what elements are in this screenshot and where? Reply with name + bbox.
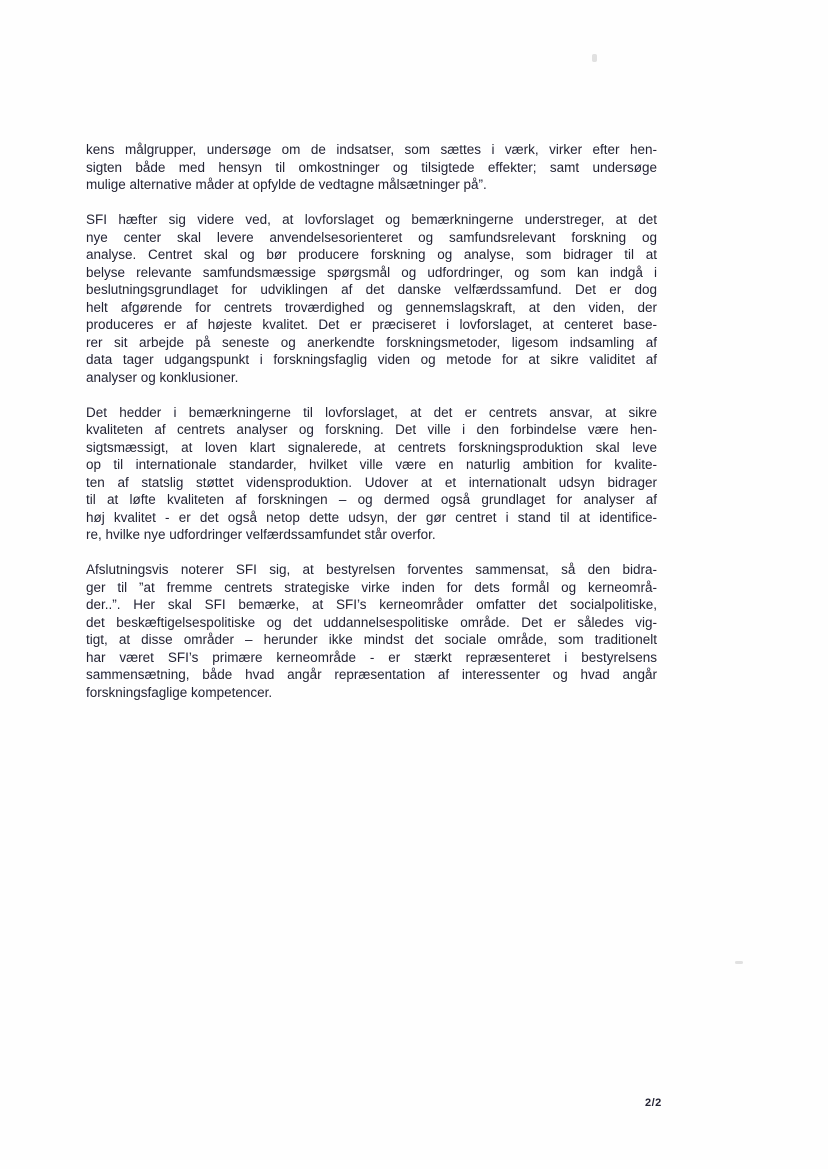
paragraph bbox=[86, 211, 657, 386]
text-line: ten af statslig støttet vidensproduktion. Udover at et internationalt udsyn bidrager bbox=[86, 474, 657, 490]
text-line: belyse relevante samfundsmæssige spørgsmål og udfordringer, og som kan indgå i bbox=[86, 264, 657, 280]
text-line: op til internationale standarder, hvilket ville være en naturlig ambition for kvalite- bbox=[86, 457, 657, 472]
text-line: analyse. Centret skal og bør producere forskning og analyse, som bidrager til at bbox=[86, 247, 657, 262]
text-line: Det hedder i bemærkningerne til lovforslaget, at det er centrets ansvar, at sikre bbox=[86, 404, 657, 420]
text-line: nye center skal levere anvendelsesorienteret og samfundsrelevant forskning og bbox=[86, 229, 657, 245]
text-line: har været SFI’s primære kerneområde - er stærkt repræsenteret i bestyrelsens bbox=[86, 649, 657, 665]
paragraph bbox=[86, 141, 657, 194]
text-line: sammensætning, både hvad angår repræsentation af interessenter og hvad angår bbox=[86, 667, 657, 682]
scan-artifact bbox=[592, 54, 597, 62]
paragraph bbox=[86, 561, 657, 701]
text-line: det beskæftigelsespolitiske og det uddannelsespolitiske område. Det er således vig- bbox=[86, 614, 657, 630]
text-line: kens målgrupper, undersøge om de indsatser, som sættes i værk, virker efter hen- bbox=[86, 142, 657, 157]
page-number: 2/2 bbox=[645, 1097, 662, 1109]
text-line: analyser og konklusioner. bbox=[86, 369, 239, 385]
scan-artifact bbox=[735, 961, 743, 964]
text-line: beslutningsgrundlaget for udviklingen af det danske velfærdssamfund. Det er dog bbox=[86, 282, 657, 297]
text-line: til at løfte kvaliteten af forskningen – og dermed også grundlaget for analyser af bbox=[86, 492, 657, 507]
text-line: tigt, at disse områder – herunder ikke mindst det sociale område, som traditionelt bbox=[86, 632, 657, 647]
text-line: kvaliteten af centrets analyser og forskning. Det ville i den forbindelse være hen- bbox=[86, 422, 657, 437]
paragraph bbox=[86, 404, 657, 544]
text-line: sigtsmæssigt, at loven klart signalerede, at centrets forskningsproduktion skal leve bbox=[86, 439, 657, 455]
text-line: der..”. Her skal SFI bemærke, at SFI’s kerneområder omfatter det socialpolitiske, bbox=[86, 597, 657, 612]
text-line: mulige alternative måder at opfylde de vedtagne målsætninger på”. bbox=[86, 177, 487, 192]
text-line: sigten både med hensyn til omkostninger og tilsigtede effekter; samt undersøge bbox=[86, 159, 657, 175]
text-line: produceres er af højeste kvalitet. Det er præciseret i lovforslaget, at centeret base- bbox=[86, 317, 657, 332]
text-line: Afslutningsvis noterer SFI sig, at bestyrelsen forventes sammensat, så den bidra- bbox=[86, 562, 657, 577]
text-line: rer sit arbejde på seneste og anerkendte forskningsmetoder, ligesom indsamling af bbox=[86, 334, 657, 350]
text-line: høj kvalitet - er det også netop dette udsyn, der gør centret i stand til at identifice- bbox=[86, 509, 657, 525]
text-line: helt afgørende for centrets troværdighed og gennemslagskraft, at den viden, der bbox=[86, 299, 657, 315]
paragraphs bbox=[86, 141, 657, 719]
text-line: re, hvilke nye udfordringer velfærdssamfundet står overfor. bbox=[86, 527, 436, 542]
text-line: SFI hæfter sig videre ved, at lovforslaget og bemærkningerne understreger, at det bbox=[86, 212, 657, 227]
text-line: ger til ”at fremme centrets strategiske virke inden for dets formål og kerneområ- bbox=[86, 579, 657, 595]
text-line: data tager udgangspunkt i forskningsfaglig viden og metode for at sikre validitet af bbox=[86, 352, 657, 367]
text-line: forskningsfaglige kompetencer. bbox=[86, 684, 273, 700]
